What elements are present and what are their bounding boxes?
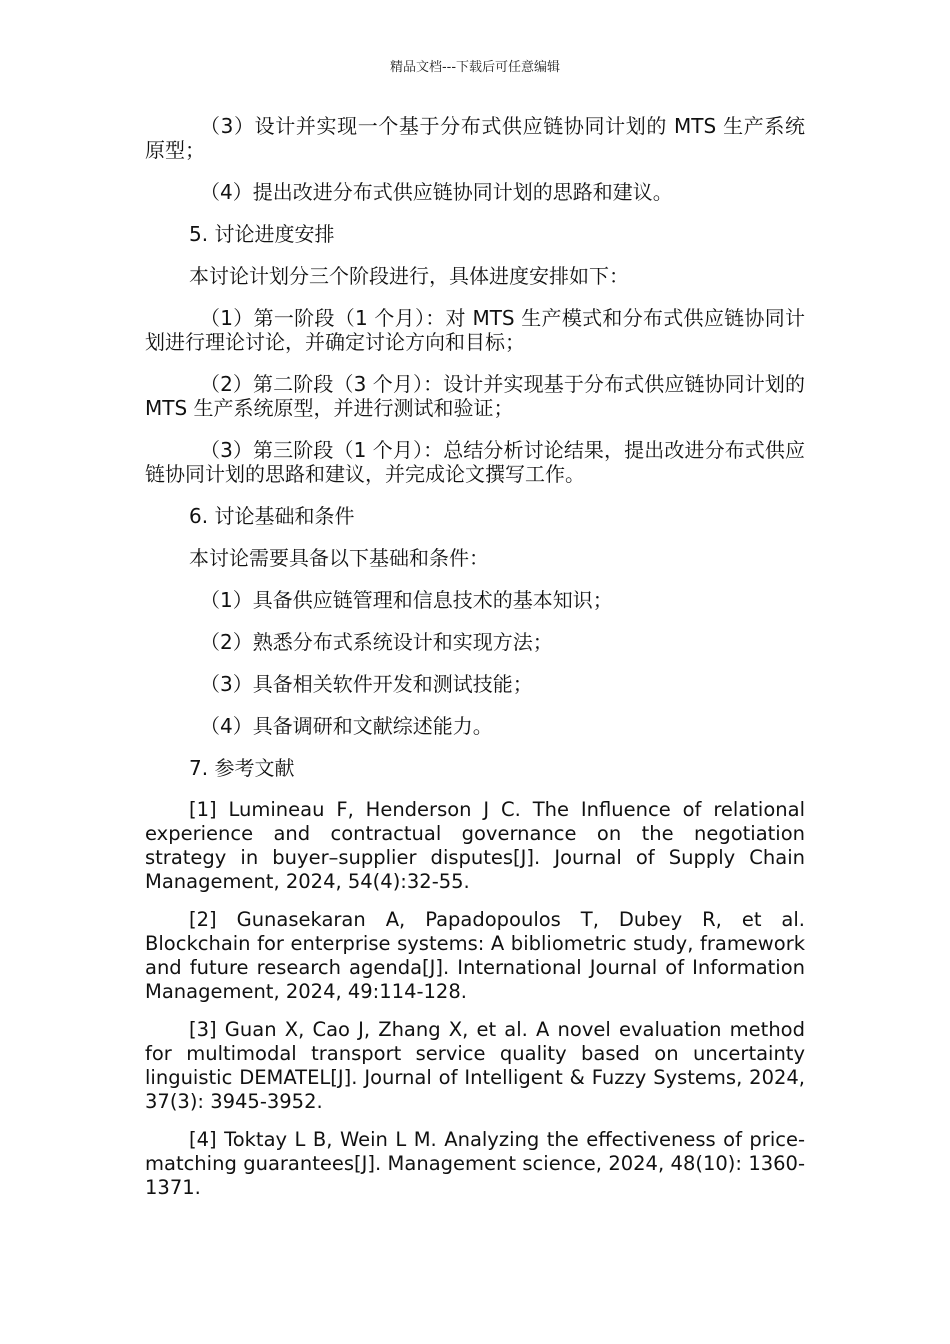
- objective-item-4: （4）提出改进分布式供应链协同计划的思路和建议。: [200, 180, 673, 204]
- section-heading-conditions: 6. 讨论基础和条件: [189, 504, 355, 528]
- objective-item-3: （3）设计并实现一个基于分布式供应链协同计划的 MTS 生产系统原型；: [145, 114, 805, 162]
- conditions-intro: 本讨论需要具备以下基础和条件：: [189, 546, 489, 570]
- section-heading-references: 7. 参考文献: [189, 756, 295, 780]
- schedule-intro: 本讨论计划分三个阶段进行，具体进度安排如下：: [189, 264, 629, 288]
- schedule-phase-1: （1）第一阶段（1 个月）：对 MTS 生产模式和分布式供应链协同计划进行理论讨论，并确定讨论方向和目标；: [145, 306, 805, 354]
- document-body: [145, 114, 805, 1214]
- schedule-phase-3: （3）第三阶段（1 个月）：总结分析讨论结果，提出改进分布式供应链协同计划的思路和建议，并完成论文撰写工作。: [145, 438, 805, 486]
- section-heading-schedule: 5. 讨论进度安排: [189, 222, 335, 246]
- reference-item-2: [2] Gunasekaran A, Papadopoulos T, Dubey R, et al. Blockchain for enterprise systems: A bibliometric study, framework and future research agenda[J]. International Journal of Information Management, 2024, 49:114-128.: [145, 908, 805, 1003]
- schedule-phase-2: （2）第二阶段（3 个月）：设计并实现基于分布式供应链协同计划的 MTS 生产系统原型，并进行测试和验证；: [145, 372, 805, 420]
- condition-item-3: （3）具备相关软件开发和测试技能；: [200, 672, 533, 696]
- page-header: 精品文档---下载后可任意编辑: [389, 60, 561, 75]
- condition-item-4: （4）具备调研和文献综述能力。: [200, 714, 493, 738]
- reference-item-3: [3] Guan X, Cao J, Zhang X, et al. A novel evaluation method for multimodal transport service quality based on uncertainty linguistic DEMATEL[J]. Journal of Intelligent & Fuzzy Systems, 2024, 37(3): 3945-3952.: [145, 1018, 805, 1113]
- reference-item-4: [4] Toktay L B, Wein L M. Analyzing the effectiveness of price-matching guarantees[J]. Management science, 2024, 48(10): 1360-1371.: [145, 1128, 805, 1199]
- condition-item-1: （1）具备供应链管理和信息技术的基本知识；: [200, 588, 613, 612]
- reference-item-1: [1] Lumineau F, Henderson J C. The Influence of relational experience and contractual governance on the negotiation strategy in buyer–supplier disputes[J]. Journal of Supply Chain Management, 2024, 54(4):32-55.: [145, 798, 805, 893]
- condition-item-2: （2）熟悉分布式系统设计和实现方法；: [200, 630, 553, 654]
